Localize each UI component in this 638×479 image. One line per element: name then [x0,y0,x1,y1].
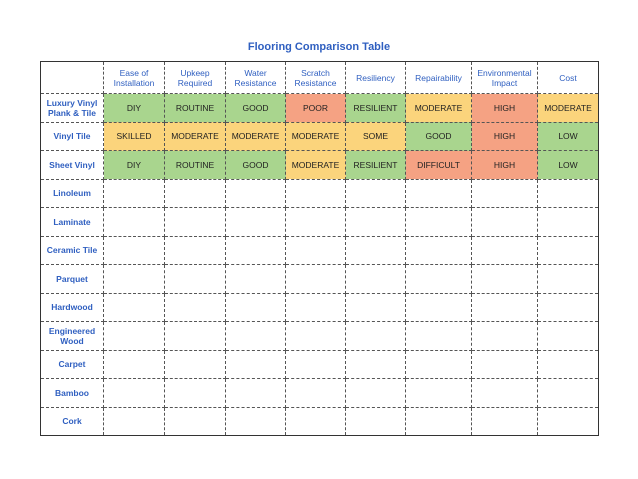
table-row [41,265,599,294]
table-cell [472,293,538,322]
table-cell [406,236,472,265]
table-cell: HIGH [472,151,538,180]
comparison-table [40,61,599,436]
table-cell [165,236,226,265]
table-cell: DIFFICULT [406,151,472,180]
table-cell [472,236,538,265]
table-cell [538,265,599,294]
table-cell [226,407,286,436]
table-cell: ROUTINE [165,151,226,180]
table-cell [165,265,226,294]
table-cell [538,208,599,237]
table-cell [472,265,538,294]
table-cell [406,322,472,351]
table-cell: LOW [538,151,599,180]
table-cell [406,293,472,322]
table-cell [538,379,599,408]
row-header: Ceramic Tile [41,236,104,265]
table-cell [538,322,599,351]
table-cell [286,236,346,265]
table-cell [165,350,226,379]
row-header: Laminate [41,208,104,237]
table-cell [286,407,346,436]
header-row [41,62,599,94]
table-cell: POOR [286,94,346,123]
table-cell [165,293,226,322]
column-header: Water Resistance [226,62,286,94]
table-cell [472,322,538,351]
table-cell [346,322,406,351]
table-row [41,350,599,379]
table-cell [472,179,538,208]
table-cell [346,265,406,294]
table-cell [538,236,599,265]
table-cell: DIY [104,94,165,123]
table-row [41,94,599,123]
table-row [41,151,599,180]
table-cell: RESILIENT [346,94,406,123]
table-cell [286,350,346,379]
table-cell: RESILIENT [346,151,406,180]
table-cell [472,350,538,379]
table-cell [226,265,286,294]
table-cell [165,179,226,208]
table-row [41,179,599,208]
table-cell [165,322,226,351]
table-cell [286,322,346,351]
table-cell [538,350,599,379]
column-header: Ease of Installation [104,62,165,94]
table-cell: MODERATE [538,94,599,123]
column-header: Cost [538,62,599,94]
table-row [41,322,599,351]
table-cell: MODERATE [286,122,346,151]
table-cell: ROUTINE [165,94,226,123]
table-cell [472,407,538,436]
row-header: Linoleum [41,179,104,208]
column-header: Resiliency [346,62,406,94]
table-cell [165,379,226,408]
table-cell [286,208,346,237]
table-cell [226,350,286,379]
table-cell: MODERATE [165,122,226,151]
table-cell [346,179,406,208]
table-cell [286,265,346,294]
table-cell [406,379,472,408]
table-cell [538,179,599,208]
table-cell [165,208,226,237]
table-cell [104,208,165,237]
table-cell: SKILLED [104,122,165,151]
row-header: Hardwood [41,293,104,322]
table-cell: DIY [104,151,165,180]
table-cell [226,322,286,351]
column-header: Scratch Resistance [286,62,346,94]
table-cell [346,407,406,436]
table-cell [286,293,346,322]
table-cell [104,350,165,379]
table-row [41,407,599,436]
row-header: Vinyl Tile [41,122,104,151]
table-cell [346,350,406,379]
table-cell [406,265,472,294]
table-cell [538,407,599,436]
table-row [41,236,599,265]
table-cell [104,379,165,408]
table-cell [286,379,346,408]
table-cell [226,179,286,208]
table-cell: HIGH [472,94,538,123]
table-cell: MODERATE [286,151,346,180]
table-cell [226,293,286,322]
table-cell: SOME [346,122,406,151]
table-cell [472,379,538,408]
table-cell [226,236,286,265]
table-row [41,293,599,322]
row-header: Cork [41,407,104,436]
table-cell [472,208,538,237]
table-cell: HIGH [472,122,538,151]
table-cell [538,293,599,322]
table-cell [104,179,165,208]
table-cell: LOW [538,122,599,151]
row-header: Bamboo [41,379,104,408]
table-row [41,379,599,408]
table-cell [406,350,472,379]
column-header: Upkeep Required [165,62,226,94]
row-header: Luxury Vinyl Plank & Tile [41,94,104,123]
table-cell: GOOD [226,94,286,123]
table-cell [104,236,165,265]
table-cell [346,208,406,237]
table-cell [286,179,346,208]
corner-cell [41,62,104,94]
table-cell [346,293,406,322]
table-cell: GOOD [226,151,286,180]
table-body [41,94,599,436]
table-row [41,208,599,237]
table-cell [104,322,165,351]
table-cell [346,379,406,408]
table-cell [104,407,165,436]
table-cell: MODERATE [226,122,286,151]
table-cell: MODERATE [406,94,472,123]
row-header: Parquet [41,265,104,294]
table-cell [226,379,286,408]
table-cell [346,236,406,265]
table-row [41,122,599,151]
row-header: Carpet [41,350,104,379]
table-cell [104,293,165,322]
table-cell [406,208,472,237]
table-cell [226,208,286,237]
table-cell [165,407,226,436]
table-cell: GOOD [406,122,472,151]
table-cell [406,407,472,436]
column-header: Environmental Impact [472,62,538,94]
table-cell [406,179,472,208]
table-cell [104,265,165,294]
page-title: Flooring Comparison Table [247,41,391,53]
row-header: Engineered Wood [41,322,104,351]
column-header: Repairability [406,62,472,94]
row-header: Sheet Vinyl [41,151,104,180]
